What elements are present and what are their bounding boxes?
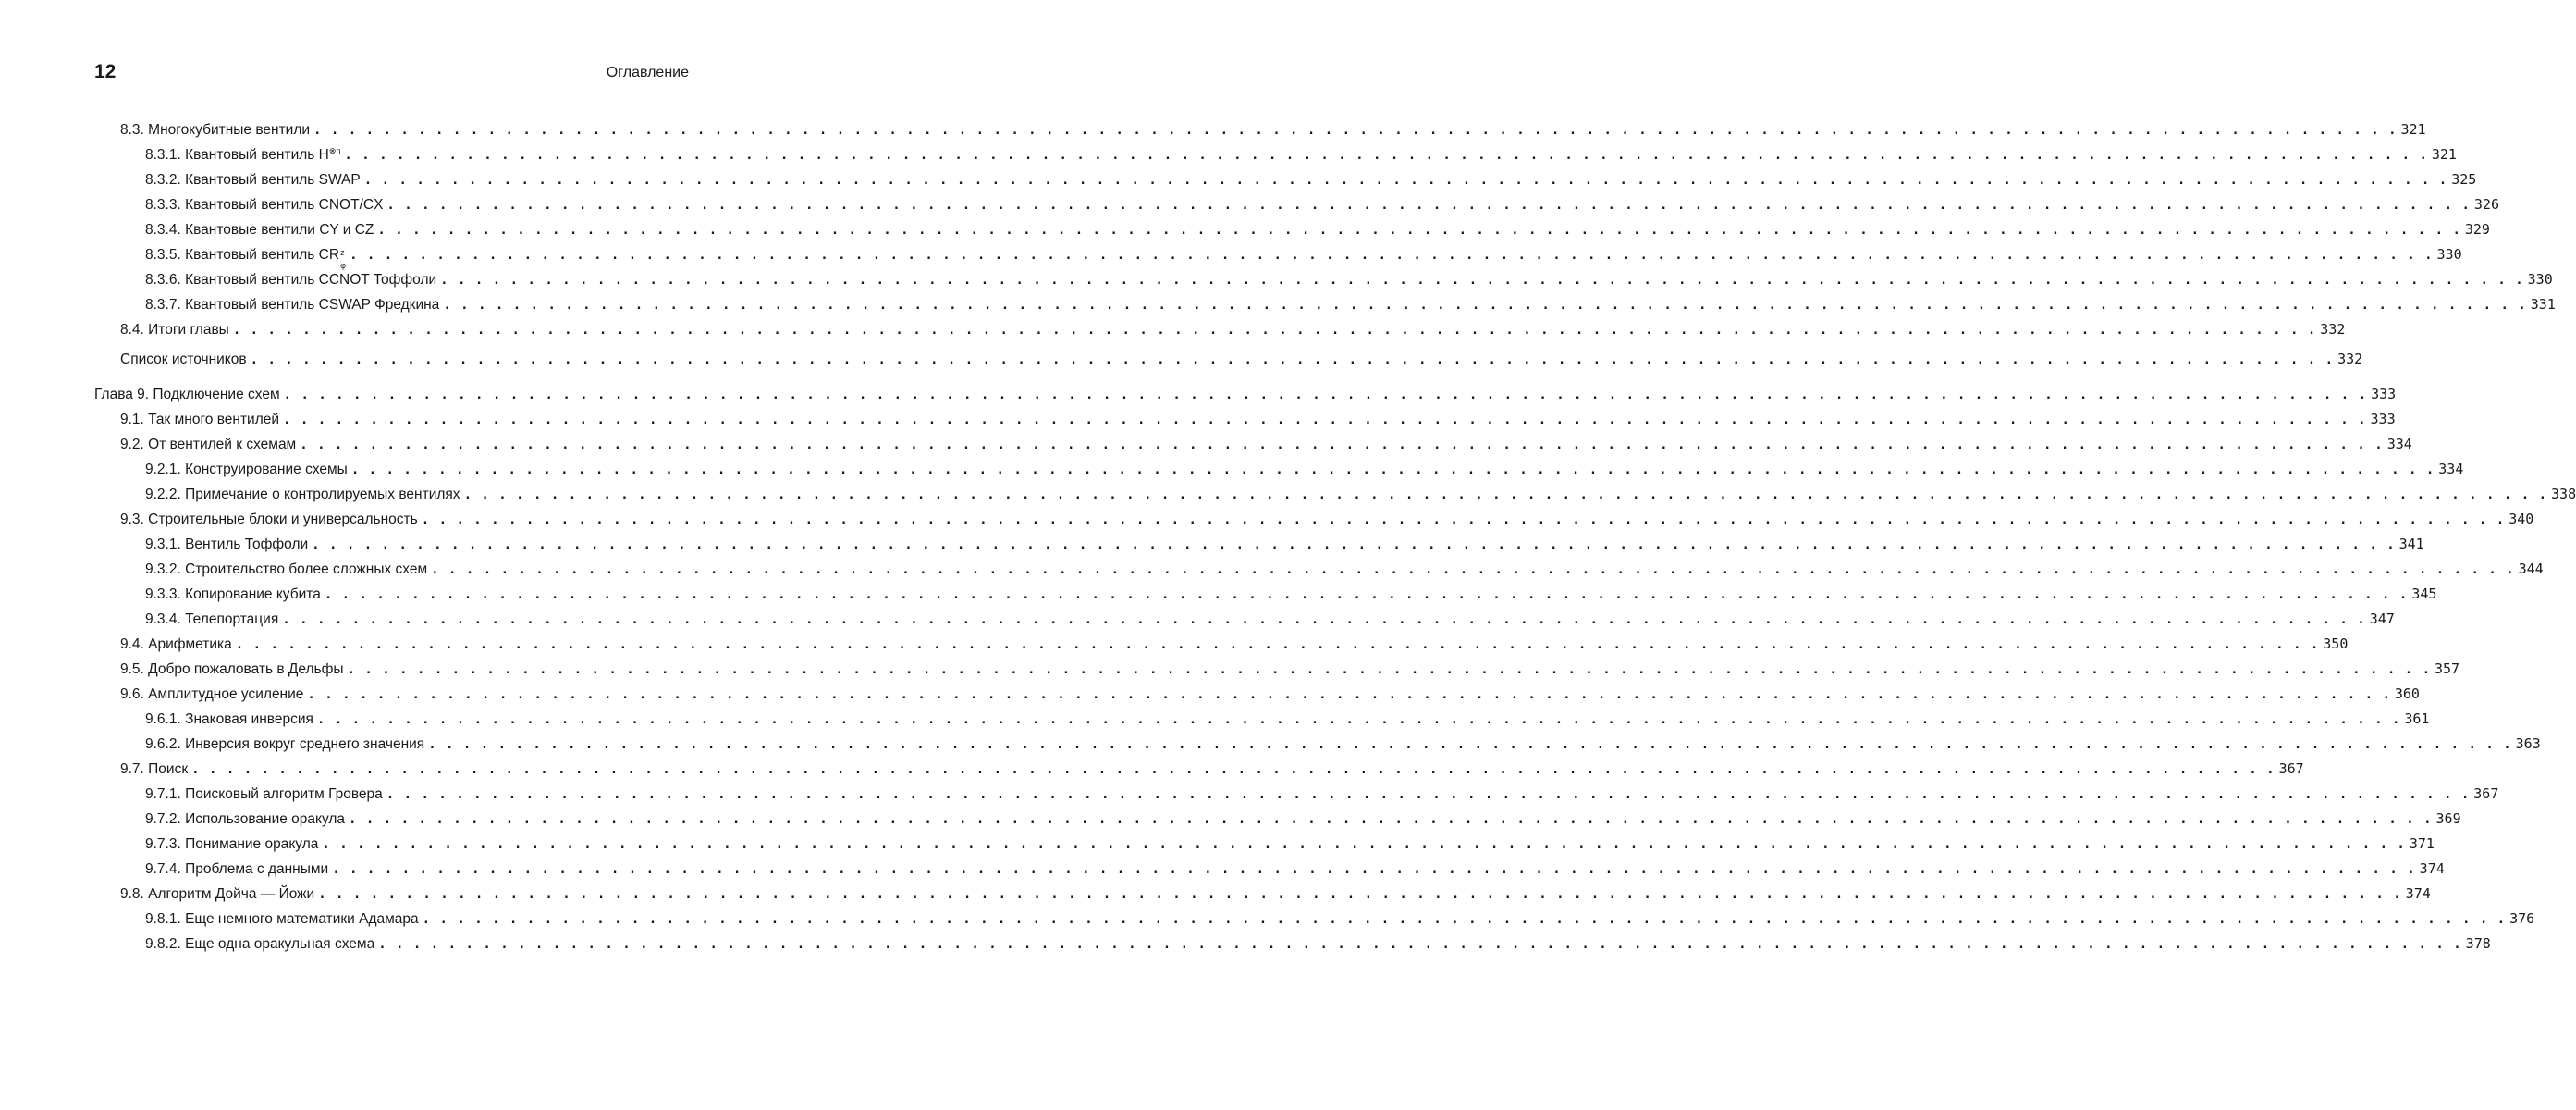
toc-page-number: 344 <box>2518 561 2544 577</box>
toc-entry-text: 9.6.2. Инверсия вокруг среднего значения <box>145 736 425 752</box>
toc-entry[interactable] <box>94 685 2420 710</box>
toc-entry[interactable] <box>94 835 2435 860</box>
toc-page-number: 330 <box>2436 246 2462 263</box>
dot-leader: . . . . . . . . . . . . . . . . . . . . . . . . . . . . . . . . . . . . . . . . . . . . . . . . . . . . . . . . . . . . . . . . . . . . . . . . . . . . . . . . . . . . . . . . . . . . . . . . . . . . . . . . . . . . . . . . . . . . . . . . <box>250 352 2335 367</box>
dot-leader: . . . . . . . . . . . . . . . . . . . . . . . . . . . . . . . . . . . . . . . . . . . . . . . . . . . . . . . . . . . . . . . . . . . . . . . . . . . . . . . . . . . . . . . . . . . . . . . . . . . . . . . . . . . . . . . . . . . . . . . . <box>428 737 2512 752</box>
dot-leader: . . . . . . . . . . . . . . . . . . . . . . . . . . . . . . . . . . . . . . . . . . . . . . . . . . . . . . . . . . . . . . . . . . . . . . . . . . . . . . . . . . . . . . . . . . . . . . . . . . . . . . . . . . . . . . . . . . . . . . . . <box>316 712 2401 727</box>
dot-leader: . . . . . . . . . . . . . . . . . . . . . . . . . . . . . . . . . . . . . . . . . . . . . . . . . . . . . . . . . . . . . . . . . . . . . . . . . . . . . . . . . . . . . . . . . . . . . . . . . . . . . . . . . . . . . . . . . . . . . . . . <box>232 323 2317 338</box>
toc-entry[interactable] <box>94 610 2395 635</box>
dot-leader: . . . . . . . . . . . . . . . . . . . . . . . . . . . . . . . . . . . . . . . . . . . . . . . . . . . . . . . . . . . . . . . . . . . . . . . . . . . . . . . . . . . . . . . . . . . . . . . . . . . . . . . . . . . . . . . . . . . . . . . . <box>235 637 2320 652</box>
toc-entry[interactable] <box>94 321 2346 346</box>
toc-entry[interactable] <box>94 121 2426 146</box>
dot-leader: . . . . . . . . . . . . . . . . . . . . . . . . . . . . . . . . . . . . . . . . . . . . . . . . . . . . . . . . . . . . . . . . . . . . . . . . . . . . . . . . . . . . . . . . . . . . . . . . . . . . . . . . . . . . . . . . . . . . . . . . <box>350 248 2434 263</box>
toc-entry-text: 9.4. Арифметика <box>120 636 232 652</box>
toc-entry-text: 9.8. Алгоритм Дойча — Йожи <box>120 886 315 902</box>
toc-entry[interactable] <box>94 196 2499 221</box>
toc-page-number: 325 <box>2451 171 2477 188</box>
dot-leader: . . . . . . . . . . . . . . . . . . . . . . . . . . . . . . . . . . . . . . . . . . . . . . . . . . . . . . . . . . . . . . . . . . . . . . . . . . . . . . . . . . . . . . . . . . . . . . . . . . . . . . . . . . . . . . . . . . . . . . . . <box>386 198 2471 213</box>
toc-entry-title <box>120 512 418 528</box>
dot-leader: . . . . . . . . . . . . . . . . . . . . . . . . . . . . . . . . . . . . . . . . . . . . . . . . . . . . . . . . . . . . . . . . . . . . . . . . . . . . . . . . . . . . . . . . . . . . . . . . . . . . . . . . . . . . . . . . . . . . . . . . <box>282 612 2366 627</box>
toc-entry-text: 8.4. Итоги главы <box>120 322 229 338</box>
toc-entry-title <box>145 222 374 239</box>
page-number: 12 <box>94 61 117 82</box>
toc-page-number: 326 <box>2473 196 2499 213</box>
toc-entry-title <box>145 146 340 164</box>
toc-entry[interactable] <box>94 351 2363 376</box>
toc-entry-title <box>145 836 318 853</box>
toc-page-number: 376 <box>2509 910 2535 927</box>
toc-entry[interactable] <box>94 246 2462 271</box>
dot-leader: . . . . . . . . . . . . . . . . . . . . . . . . . . . . . . . . . . . . . . . . . . . . . . . . . . . . . . . . . . . . . . . . . . . . . . . . . . . . . . . . . . . . . . . . . . . . . . . . . . . . . . . . . . . . . . . . . . . . . . . . <box>324 587 2409 602</box>
toc-entry-title <box>120 761 188 778</box>
toc-page-number: 333 <box>2371 386 2397 402</box>
toc-page-number: 369 <box>2435 810 2461 827</box>
toc-page-number: 332 <box>2337 351 2363 367</box>
dot-leader: . . . . . . . . . . . . . . . . . . . . . . . . . . . . . . . . . . . . . . . . . . . . . . . . . . . . . . . . . . . . . . . . . . . . . . . . . . . . . . . . . . . . . . . . . . . . . . . . . . . . . . . . . . . . . . . . . . . . . . . . <box>344 148 2428 164</box>
toc-entry[interactable] <box>94 436 2412 461</box>
dot-leader: . . . . . . . . . . . . . . . . . . . . . . . . . . . . . . . . . . . . . . . . . . . . . . . . . . . . . . . . . . . . . . . . . . . . . . . . . . . . . . . . . . . . . . . . . . . . . . . . . . . . . . . . . . . . . . . . . . . . . . . . <box>312 537 2396 552</box>
toc-entry[interactable] <box>94 660 2460 685</box>
toc-entry[interactable] <box>94 810 2461 835</box>
toc-entry-title <box>145 611 278 628</box>
toc-page-number: 347 <box>2369 610 2395 627</box>
dot-leader: . . . . . . . . . . . . . . . . . . . . . . . . . . . . . . . . . . . . . . . . . . . . . . . . . . . . . . . . . . . . . . . . . . . . . . . . . . . . . . . . . . . . . . . . . . . . . . . . . . . . . . . . . . . . . . . . . . . . . . . . <box>422 912 2507 927</box>
toc-page-number: 329 <box>2464 221 2490 238</box>
toc-entry[interactable] <box>94 586 2437 610</box>
dot-leader: . . . . . . . . . . . . . . . . . . . . . . . . . . . . . . . . . . . . . . . . . . . . . . . . . . . . . . . . . . . . . . . . . . . . . . . . . . . . . . . . . . . . . . . . . . . . . . . . . . . . . . . . . . . . . . . . . . . . . . . . <box>347 662 2431 677</box>
toc-entry-text: 9.3.2. Строительство более сложных схем <box>145 561 428 577</box>
dot-leader: . . . . . . . . . . . . . . . . . . . . . . . . . . . . . . . . . . . . . . . . . . . . . . . . . . . . . . . . . . . . . . . . . . . . . . . . . . . . . . . . . . . . . . . . . . . . . . . . . . . . . . . . . . . . . . . . . . . . . . . . <box>307 687 2391 702</box>
toc-page-number: 341 <box>2398 536 2424 552</box>
toc-page-number: 374 <box>2419 860 2445 877</box>
dot-leader: . . . . . . . . . . . . . . . . . . . . . . . . . . . . . . . . . . . . . . . . . . . . . . . . . . . . . . . . . . . . . . . . . . . . . . . . . . . . . . . . . . . . . . . . . . . . . . . . . . . . . . . . . . . . . . . . . . . . . . . . <box>440 273 2524 288</box>
toc-page-number: 350 <box>2323 635 2349 652</box>
dot-leader: . . . . . . . . . . . . . . . . . . . . . . . . . . . . . . . . . . . . . . . . . . . . . . . . . . . . . . . . . . . . . . . . . . . . . . . . . . . . . . . . . . . . . . . . . . . . . . . . . . . . . . . . . . . . . . . . . . . . . . . . <box>377 223 2461 238</box>
dot-leader: . . . . . . . . . . . . . . . . . . . . . . . . . . . . . . . . . . . . . . . . . . . . . . . . . . . . . . . . . . . . . . . . . . . . . . . . . . . . . . . . . . . . . . . . . . . . . . . . . . . . . . . . . . . . . . . . . . . . . . . . <box>322 837 2406 852</box>
toc-entry-text: 8.3.2. Квантовый вентиль SWAP <box>145 172 361 188</box>
toc-entry[interactable] <box>94 536 2424 561</box>
dot-leader: . . . . . . . . . . . . . . . . . . . . . . . . . . . . . . . . . . . . . . . . . . . . . . . . . . . . . . . . . . . . . . . . . . . . . . . . . . . . . . . . . . . . . . . . . . . . . . . . . . . . . . . . . . . . . . . . . . . . . . . . <box>350 462 2435 477</box>
toc-entry[interactable] <box>94 885 2431 910</box>
toc-page-number: 334 <box>2386 436 2412 452</box>
toc-page-number: 338 <box>2551 486 2576 502</box>
toc-page-number: 367 <box>2473 785 2499 802</box>
toc-page-number: 360 <box>2394 685 2420 702</box>
dot-leader: . . . . . . . . . . . . . . . . . . . . . . . . . . . . . . . . . . . . . . . . . . . . . . . . . . . . . . . . . . . . . . . . . . . . . . . . . . . . . . . . . . . . . . . . . . . . . . . . . . . . . . . . . . . . . . . . . . . . . . . . <box>349 812 2433 827</box>
toc-entry-text: 9.3.4. Телепортация <box>145 611 279 627</box>
toc-entry-text: Список источников <box>120 352 247 367</box>
toc-page-number: 333 <box>2370 411 2396 427</box>
toc-entry-text: 8.3.1. Квантовый вентиль H <box>145 147 329 164</box>
toc-page-number: 340 <box>2509 511 2534 527</box>
dot-leader: . . . . . . . . . . . . . . . . . . . . . . . . . . . . . . . . . . . . . . . . . . . . . . . . . . . . . . . . . . . . . . . . . . . . . . . . . . . . . . . . . . . . . . . . . . . . . . . . . . . . . . . . . . . . . . . . . . . . . . . . <box>421 512 2506 527</box>
toc-page-number: 357 <box>2435 660 2460 677</box>
dot-leader: . . . . . . . . . . . . . . . . . . . . . . . . . . . . . . . . . . . . . . . . . . . . . . . . . . . . . . . . . . . . . . . . . . . . . . . . . . . . . . . . . . . . . . . . . . . . . . . . . . . . . . . . . . . . . . . . . . . . . . . . <box>313 123 2398 138</box>
toc-entry-title <box>145 711 313 728</box>
toc-entry-title <box>145 297 439 314</box>
dot-leader: . . . . . . . . . . . . . . . . . . . . . . . . . . . . . . . . . . . . . . . . . . . . . . . . . . . . . . . . . . . . . . . . . . . . . . . . . . . . . . . . . . . . . . . . . . . . . . . . . . . . . . . . . . . . . . . . . . . . . . . . <box>463 487 2548 502</box>
toc-entry-title <box>145 172 361 189</box>
toc-entry-title <box>120 352 247 368</box>
dot-leader: . . . . . . . . . . . . . . . . . . . . . . . . . . . . . . . . . . . . . . . . . . . . . . . . . . . . . . . . . . . . . . . . . . . . . . . . . . . . . . . . . . . . . . . . . . . . . . . . . . . . . . . . . . . . . . . . . . . . . . . . <box>300 438 2384 452</box>
toc-entry-text: 9.2.1. Конструирование схемы <box>145 462 348 477</box>
toc-entry[interactable] <box>94 511 2534 536</box>
toc-entry-text: 9.7.4. Проблема с данными <box>145 861 329 877</box>
subscript: φ <box>340 261 346 270</box>
toc-entry-title <box>145 736 424 753</box>
toc-entry[interactable] <box>94 296 2556 321</box>
toc-entry[interactable] <box>94 461 2464 486</box>
toc-entry-text: 9.3.1. Вентиль Тоффоли <box>145 536 309 552</box>
toc-page-number: 367 <box>2278 760 2304 777</box>
toc-entry-title <box>120 322 229 339</box>
toc-entry[interactable] <box>94 271 2553 296</box>
toc-page-number: 334 <box>2438 461 2464 477</box>
toc-entry-text: 9.7. Поиск <box>120 761 189 777</box>
toc-entry-title <box>145 561 427 578</box>
toc-entry-title <box>120 686 303 703</box>
superscript: z <box>340 248 345 257</box>
toc-entry[interactable] <box>94 710 2430 735</box>
toc-entry-title <box>120 636 232 653</box>
toc-entry[interactable] <box>94 221 2490 246</box>
toc-entry-title <box>145 536 308 553</box>
toc-entry-title <box>120 661 344 678</box>
toc-entry-title <box>120 412 279 428</box>
toc-entry[interactable] <box>94 760 2304 785</box>
toc-entry-text: 9.8.1. Еще немного математики Адамара <box>145 911 419 927</box>
toc-entry-title <box>145 861 328 878</box>
toc-entry-text: 9.6.1. Знаковая инверсия <box>145 711 313 727</box>
toc-entry-text: 9.8.2. Еще одна оракульная схема <box>145 936 375 952</box>
toc-entry-text: 9.6. Амплитудное усиление <box>120 686 304 702</box>
toc-entry[interactable] <box>94 735 2541 760</box>
toc-entry-text: 8.3. Многокубитные вентили <box>120 122 311 138</box>
toc-entry-text: 9.3.3. Копирование кубита <box>145 586 321 602</box>
toc-page-number: 371 <box>2409 835 2435 852</box>
toc-page-number: 363 <box>2515 735 2541 752</box>
toc-entry-text: 9.2. От вентилей к схемам <box>120 437 297 452</box>
toc-entry[interactable] <box>94 411 2396 436</box>
toc-entry-title <box>145 272 436 289</box>
toc-entry[interactable] <box>94 635 2349 660</box>
dot-leader: . . . . . . . . . . . . . . . . . . . . . . . . . . . . . . . . . . . . . . . . . . . . . . . . . . . . . . . . . . . . . . . . . . . . . . . . . . . . . . . . . . . . . . . . . . . . . . . . . . . . . . . . . . . . . . . . . . . . . . . . <box>283 388 2368 402</box>
dot-leader: . . . . . . . . . . . . . . . . . . . . . . . . . . . . . . . . . . . . . . . . . . . . . . . . . . . . . . . . . . . . . . . . . . . . . . . . . . . . . . . . . . . . . . . . . . . . . . . . . . . . . . . . . . . . . . . . . . . . . . . . <box>318 887 2402 902</box>
toc-page-number: 361 <box>2404 710 2430 727</box>
dot-leader: . . . . . . . . . . . . . . . . . . . . . . . . . . . . . . . . . . . . . . . . . . . . . . . . . . . . . . . . . . . . . . . . . . . . . . . . . . . . . . . . . . . . . . . . . . . . . . . . . . . . . . . . . . . . . . . . . . . . . . . . <box>378 937 2462 952</box>
toc-entry-text: 8.3.3. Квантовый вентиль CNOT/CX <box>145 197 384 213</box>
dot-leader: . . . . . . . . . . . . . . . . . . . . . . . . . . . . . . . . . . . . . . . . . . . . . . . . . . . . . . . . . . . . . . . . . . . . . . . . . . . . . . . . . . . . . . . . . . . . . . . . . . . . . . . . . . . . . . . . . . . . . . . . <box>431 562 2515 577</box>
toc-entry-title <box>120 886 314 903</box>
toc-entry-text: 9.7.3. Понимание оракула <box>145 836 319 852</box>
toc-page-number: 321 <box>2400 121 2426 138</box>
dot-leader: . . . . . . . . . . . . . . . . . . . . . . . . . . . . . . . . . . . . . . . . . . . . . . . . . . . . . . . . . . . . . . . . . . . . . . . . . . . . . . . . . . . . . . . . . . . . . . . . . . . . . . . . . . . . . . . . . . . . . . . . <box>332 862 2416 877</box>
dot-leader: . . . . . . . . . . . . . . . . . . . . . . . . . . . . . . . . . . . . . . . . . . . . . . . . . . . . . . . . . . . . . . . . . . . . . . . . . . . . . . . . . . . . . . . . . . . . . . . . . . . . . . . . . . . . . . . . . . . . . . . . <box>443 298 2527 313</box>
toc-entry-text: Глава 9. Подключение схем <box>94 387 280 402</box>
toc-entry[interactable] <box>94 171 2477 196</box>
toc-entry-title <box>145 487 460 503</box>
toc-entry-title <box>120 437 296 453</box>
toc-entry[interactable] <box>94 486 2576 511</box>
toc-entry-text: 8.3.4. Квантовые вентили CY и CZ <box>145 222 374 238</box>
toc-entry-title <box>94 387 280 403</box>
toc-entry-text: 9.5. Добро пожаловать в Дельфы <box>120 661 344 677</box>
toc-entry[interactable] <box>94 785 2499 810</box>
toc-entry[interactable] <box>94 146 2457 171</box>
toc-entry-text: 9.2.2. Примечание о контролируемых вентилях <box>145 487 460 502</box>
toc-entry[interactable] <box>94 561 2544 586</box>
dot-leader: . . . . . . . . . . . . . . . . . . . . . . . . . . . . . . . . . . . . . . . . . . . . . . . . . . . . . . . . . . . . . . . . . . . . . . . . . . . . . . . . . . . . . . . . . . . . . . . . . . . . . . . . . . . . . . . . . . . . . . . . <box>283 413 2367 427</box>
toc-entry-title <box>145 247 346 270</box>
dot-leader: . . . . . . . . . . . . . . . . . . . . . . . . . . . . . . . . . . . . . . . . . . . . . . . . . . . . . . . . . . . . . . . . . . . . . . . . . . . . . . . . . . . . . . . . . . . . . . . . . . . . . . . . . . . . . . . . . . . . . . . . <box>363 173 2448 188</box>
running-title: Оглавление <box>606 65 689 80</box>
toc-entry-title <box>145 586 321 603</box>
toc-page-number: 330 <box>2527 271 2553 288</box>
toc-entry-title <box>145 462 348 478</box>
toc-page-number: 321 <box>2431 146 2457 164</box>
toc-entry-text: 8.3.6. Квантовый вентиль CCNOT Тоффоли <box>145 272 437 288</box>
toc-entry[interactable] <box>94 935 2491 960</box>
toc-entry[interactable] <box>94 860 2445 885</box>
toc-entry-title <box>145 197 383 214</box>
dot-leader: . . . . . . . . . . . . . . . . . . . . . . . . . . . . . . . . . . . . . . . . . . . . . . . . . . . . . . . . . . . . . . . . . . . . . . . . . . . . . . . . . . . . . . . . . . . . . . . . . . . . . . . . . . . . . . . . . . . . . . . . <box>386 787 2471 802</box>
toc-entry-text: 9.1. Так много вентилей <box>120 412 280 427</box>
toc-entry-text: 8.3.5. Квантовый вентиль CR <box>145 247 340 263</box>
superscript: ⊗n <box>328 146 341 155</box>
table-of-contents <box>94 121 2576 960</box>
toc-entry-title <box>145 811 345 828</box>
dot-leader: . . . . . . . . . . . . . . . . . . . . . . . . . . . . . . . . . . . . . . . . . . . . . . . . . . . . . . . . . . . . . . . . . . . . . . . . . . . . . . . . . . . . . . . . . . . . . . . . . . . . . . . . . . . . . . . . . . . . . . . . <box>191 762 2275 777</box>
toc-entry-text: 9.7.1. Поисковый алгоритм Гровера <box>145 786 383 802</box>
toc-page-number: 345 <box>2411 586 2437 602</box>
toc-page-number: 374 <box>2405 885 2431 902</box>
toc-entry-title <box>120 122 310 139</box>
toc-page-number: 331 <box>2530 296 2556 313</box>
toc-entry-title <box>145 911 419 928</box>
toc-entry-title <box>145 786 383 803</box>
toc-page-number: 332 <box>2320 321 2346 338</box>
toc-entry-title <box>145 936 374 953</box>
toc-entry[interactable] <box>94 910 2535 935</box>
toc-entry-text: 9.7.2. Использование оракула <box>145 811 346 827</box>
toc-entry-text: 9.3. Строительные блоки и универсальность <box>120 512 418 527</box>
toc-chapter-entry[interactable] <box>94 386 2397 411</box>
toc-page-number: 378 <box>2465 935 2491 952</box>
toc-entry-text: 8.3.7. Квантовый вентиль CSWAP Фредкина <box>145 297 440 313</box>
